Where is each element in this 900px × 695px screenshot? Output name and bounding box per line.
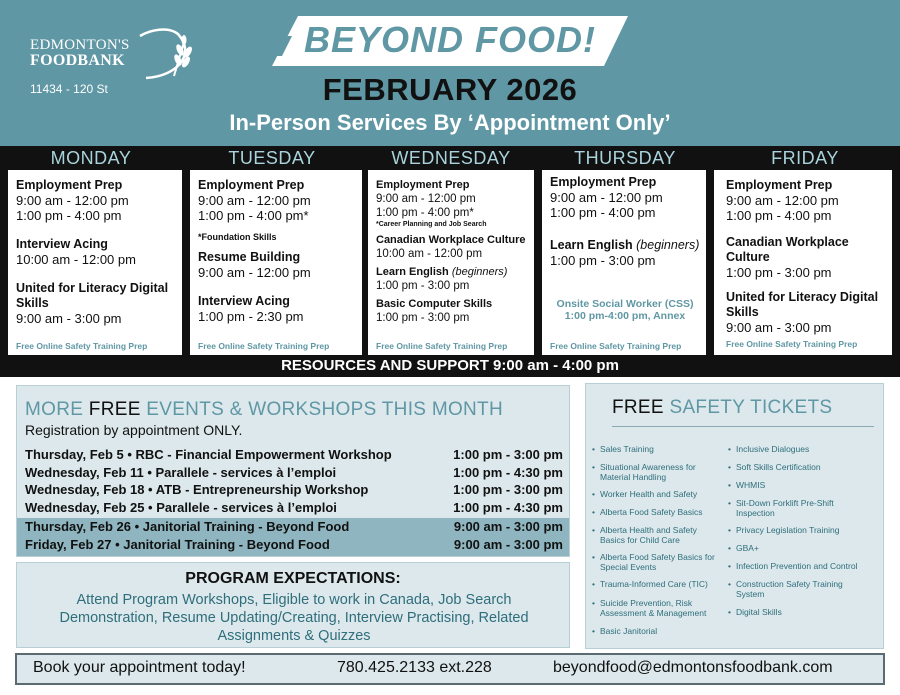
column-divider — [892, 170, 900, 356]
session-title: Basic Computer Skills — [376, 298, 493, 310]
email-address[interactable]: beyondfood@edmontonsfoodbank.com — [553, 659, 833, 676]
footnote: *Career Planning and Job Search — [376, 221, 487, 228]
events-title-part: MORE — [25, 399, 84, 420]
session-time: 10:00 am - 12:00 pm — [376, 248, 483, 260]
session-title-text: Learn English — [376, 266, 449, 278]
column-divider — [534, 170, 542, 356]
event-row — [25, 499, 563, 517]
event-row — [25, 518, 563, 536]
ticket-item: • Construction Safety Training System — [736, 580, 866, 599]
day-header-monday: MONDAY — [50, 148, 132, 168]
tickets-title — [612, 397, 832, 419]
session-title: Employment Prep — [198, 178, 305, 192]
event-name: Thursday, Feb 5 • RBC - Financial Empowerment Workshop — [25, 447, 392, 462]
tickets-title-part: SAFETY TICKETS — [669, 397, 833, 418]
ticket-item: • Soft Skills Certification — [736, 463, 878, 473]
org-address: 11434 - 120 St — [30, 82, 108, 96]
session-title: Employment Prep — [16, 178, 123, 192]
events-subtitle: Registration by appointment ONLY. — [25, 422, 243, 438]
column-divider — [0, 170, 8, 356]
session-title: United for Literacy Digital Skills — [726, 290, 879, 319]
expectations-body: Attend Program Workshops, Eligible to work in Canada, Job Search Demonstration, Resume Updating/Creating, Interview Practising, Related Assignments & Quizzes — [59, 592, 529, 644]
safety-training-note: Free Online Safety Training Prep — [726, 339, 858, 349]
expectations-title: PROGRAM EXPECTATIONS: — [185, 570, 401, 587]
ticket-item: • Alberta Health and Safety Basics for Child Care — [600, 526, 720, 545]
event-row — [25, 446, 563, 464]
book-appointment-text: Book your appointment today! — [33, 659, 246, 676]
session-title: Resume Building — [198, 250, 301, 264]
org-name-line1: EDMONTON'S — [30, 37, 130, 53]
ticket-item: • WHMIS — [736, 481, 878, 491]
session-time: 1:00 pm - 4:00 pm — [16, 208, 122, 223]
wednesday-column — [368, 170, 534, 355]
session-title: Employment Prep — [550, 175, 657, 189]
session-time: 1:00 pm - 3:00 pm — [726, 265, 832, 280]
ticket-item: • Trauma-Informed Care (TIC) — [600, 580, 730, 590]
session-time: 9:00 am - 3:00 pm — [726, 320, 832, 335]
onsite-social-worker — [550, 298, 700, 322]
footnote: *Foundation Skills — [198, 232, 277, 242]
session-title: United for Literacy Digital Skills — [16, 281, 169, 310]
expectations-panel — [16, 562, 570, 648]
ticket-item: • Alberta Food Safety Basics — [600, 508, 730, 518]
session-time: 9:00 am - 3:00 pm — [16, 311, 122, 326]
month-title: FEBRUARY 2026 — [322, 72, 578, 107]
event-name: Thursday, Feb 26 • Janitorial Training - Beyond Food — [25, 519, 350, 534]
event-time: 9:00 am - 3:00 pm — [453, 537, 563, 552]
safety-training-note: Free Online Safety Training Prep — [16, 341, 148, 351]
events-panel — [16, 385, 570, 557]
ticket-item: • Digital Skills — [736, 608, 878, 618]
session-time: 1:00 pm - 3:00 pm — [376, 312, 470, 324]
services-subtitle: In-Person Services By ‘Appointment Only’ — [229, 110, 671, 135]
session-time: 9:00 am - 12:00 pm — [16, 193, 129, 208]
event-name: Wednesday, Feb 25 • Parallele - services à l’emploi — [25, 499, 337, 515]
onsite-time: 1:00 pm-4:00 pm, Annex — [564, 310, 686, 322]
session-title: Canadian Workplace Culture — [376, 234, 526, 246]
session-time: 1:00 pm - 4:00 pm — [550, 205, 656, 220]
safety-training-note: Free Online Safety Training Prep — [198, 341, 330, 351]
session-time: 1:00 pm - 4:00 pm* — [376, 207, 474, 219]
ticket-item: • Sit-Down Forklift Pre-Shift Inspection — [736, 499, 866, 518]
ticket-item: • Suicide Prevention, Risk Assessment & Management — [600, 599, 730, 618]
safety-training-note: Free Online Safety Training Prep — [550, 341, 682, 351]
session-time: 1:00 pm - 3:00 pm — [550, 253, 656, 268]
session-time: 10:00 am - 12:00 pm — [16, 252, 136, 267]
divider — [612, 426, 874, 427]
event-name: Wednesday, Feb 18 • ATB - Entrepreneurship Workshop — [25, 482, 369, 497]
event-time: 1:00 pm - 4:30 pm — [453, 499, 563, 515]
session-time: 9:00 am - 12:00 pm — [376, 193, 476, 205]
ticket-item: • Inclusive Dialogues — [736, 445, 878, 455]
event-name: Friday, Feb 27 • Janitorial Training - Beyond Food — [25, 537, 330, 552]
event-time: 1:00 pm - 3:00 pm — [453, 447, 563, 462]
tuesday-column — [190, 170, 362, 355]
tickets-title-free: FREE — [612, 397, 664, 418]
session-time: 9:00 am - 12:00 pm — [726, 193, 839, 208]
ticket-item: • Sales Training — [600, 445, 730, 455]
monday-column — [8, 170, 182, 355]
session-title — [550, 238, 700, 253]
session-time: 1:00 pm - 4:00 pm — [726, 208, 832, 223]
day-header-friday: FRIDAY — [771, 148, 839, 168]
org-name — [30, 38, 130, 69]
column-divider — [182, 170, 190, 356]
resources-bar: RESOURCES AND SUPPORT 9:00 am - 4:00 pm — [0, 355, 900, 377]
session-title-extra: (beginners) — [451, 266, 508, 278]
event-row — [25, 464, 563, 482]
session-time: 1:00 pm - 3:00 pm — [376, 280, 470, 292]
ticket-item: • Privacy Legislation Training — [736, 526, 878, 536]
events-title-part: EVENTS & WORKSHOPS THIS MONTH — [146, 399, 503, 420]
phone-number[interactable]: 780.425.2133 ext.228 — [337, 659, 492, 676]
ticket-item: • GBA+ — [736, 544, 878, 554]
program-title: BEYOND FOOD! — [303, 19, 596, 60]
day-header-wednesday: WEDNESDAY — [391, 148, 511, 168]
session-title: Interview Acing — [198, 294, 290, 308]
session-time: 9:00 am - 12:00 pm — [198, 265, 311, 280]
session-title: Interview Acing — [16, 237, 108, 251]
contact-footer — [15, 653, 885, 685]
session-time: 9:00 am - 12:00 pm — [198, 193, 311, 208]
session-title: Employment Prep — [376, 179, 470, 191]
session-time: 1:00 pm - 2:30 pm — [198, 309, 304, 324]
session-title-extra: (beginners) — [636, 238, 700, 252]
ticket-item: • Alberta Food Safety Basics for Special Events — [600, 553, 720, 572]
events-title-free: FREE — [88, 399, 141, 420]
event-time: 9:00 am - 3:00 pm — [453, 519, 563, 534]
event-time: 1:00 pm - 3:00 pm — [453, 482, 563, 497]
safety-tickets-panel — [585, 383, 884, 649]
session-title: Employment Prep — [726, 178, 833, 192]
org-name-line2: FOODBANK — [30, 52, 125, 69]
session-title: Canadian Workplace Culture — [726, 235, 849, 264]
events-title — [25, 399, 503, 421]
event-row — [25, 481, 563, 499]
day-header-thursday: THURSDAY — [574, 148, 676, 168]
event-time: 1:00 pm - 4:30 pm — [453, 464, 563, 480]
day-header-tuesday: TUESDAY — [228, 148, 316, 168]
ticket-item: • Situational Awareness for Material Handling — [600, 463, 720, 482]
session-time: 1:00 pm - 4:00 pm* — [198, 208, 309, 223]
safety-training-note: Free Online Safety Training Prep — [376, 341, 508, 351]
ticket-item: • Worker Health and Safety — [600, 490, 730, 500]
ticket-item: • Basic Janitorial — [600, 627, 730, 637]
event-name: Wednesday, Feb 11 • Parallele - services à l’emploi — [25, 464, 337, 480]
session-time: 9:00 am - 12:00 pm — [550, 190, 663, 205]
event-row — [25, 536, 563, 554]
session-title-text: Learn English — [550, 238, 633, 252]
column-divider — [706, 170, 714, 356]
ticket-item: • Infection Prevention and Control — [736, 562, 878, 572]
friday-column — [714, 170, 892, 355]
thursday-column — [542, 170, 706, 355]
session-title — [376, 266, 528, 279]
onsite-title: Onsite Social Worker (CSS) — [556, 298, 694, 310]
